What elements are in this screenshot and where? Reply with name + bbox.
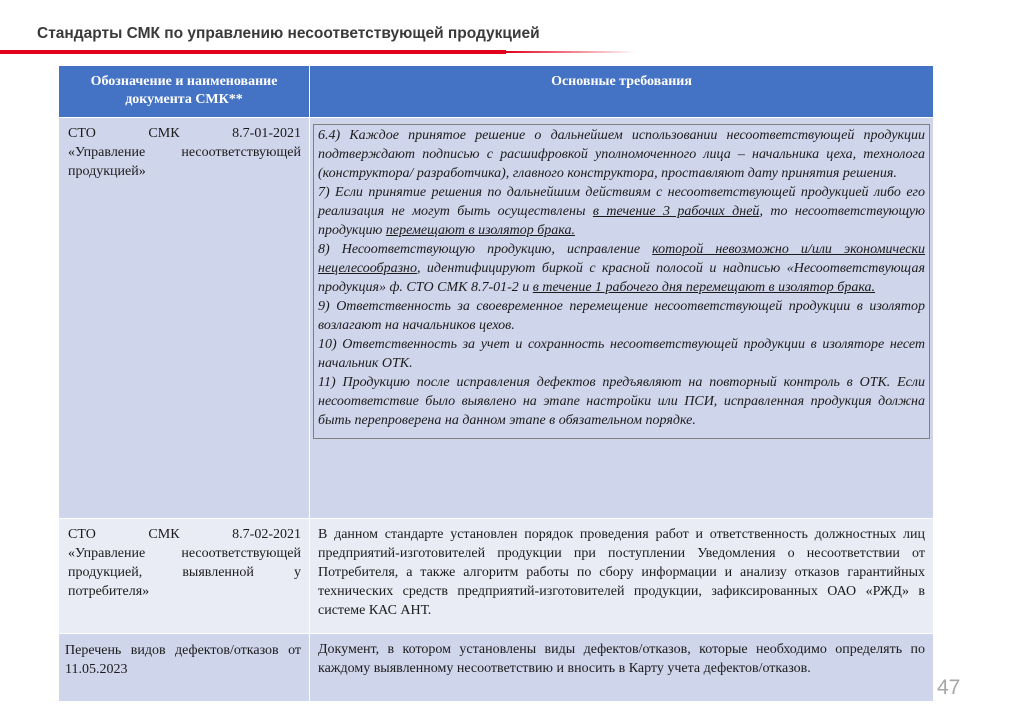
document-name: «Управление несоответствующей продукцией» bbox=[68, 145, 301, 179]
table-row bbox=[59, 118, 934, 519]
document-name: Перечень видов дефектов/отказов от 11.05.2023 bbox=[65, 643, 301, 677]
page-number: 47 bbox=[937, 676, 961, 699]
requirement-7-text-a: 7) Если принятие решения по дальнейшим действиям с несоответствующей продукцией либо его реализация не могут быть осуществлены bbox=[318, 185, 925, 219]
requirements-box bbox=[313, 124, 930, 439]
document-cell bbox=[59, 118, 310, 519]
requirement-6-4: 6.4) Каждое принятое решение о дальнейшем использовании несоответствующей продукции подтверждают подписью с расшифровкой уполномоченного лица – начальника цеха, технолога (конструктора/ разработчика), главного конструктора, проставляют дату принятия решения. bbox=[318, 128, 925, 181]
requirement-8 bbox=[318, 240, 925, 297]
requirements-cell bbox=[310, 519, 934, 634]
requirement-10: 10) Ответственность за учет и сохранность несоответствующей продукции в изоляторе несет начальник ОТК. bbox=[318, 337, 925, 371]
document-code: СТО СМК 8.7-02-2021 bbox=[68, 527, 301, 542]
requirement-7 bbox=[318, 183, 925, 240]
document-cell bbox=[59, 519, 310, 634]
requirement-8-text-b: , идентифицируют биркой с красной полосой и надписью «Несоответствующая продукция» ф. СТО СМК 8.7-01-2 и bbox=[318, 261, 925, 295]
document-code: СТО СМК 8.7-01-2021 bbox=[68, 126, 301, 141]
requirement-9: 9) Ответственность за своевременное перемещение несоответствующей продукции в изолятор возлагают на начальников цехов. bbox=[318, 299, 925, 333]
requirement-8-deadline: в течение 1 рабочего дня перемещают в изолятор брака. bbox=[532, 280, 876, 295]
table-row bbox=[59, 634, 934, 702]
requirements-text: В данном стандарте установлен порядок проведения работ и ответственность должностных лиц предприятий-изготовителей продукции при поступлении Уведомления о несоответствии от Потребителя, а также алгоритм работы по сбору информации и анализу отказов гарантийных технических средств предприятий-изготовителей продукции, зафиксированных ОАО «РЖД» в системе КАС АНТ. bbox=[318, 527, 925, 618]
slide-title: Стандарты СМК по управлению несоответствующей продукцией bbox=[37, 25, 540, 42]
title-accent-line bbox=[0, 50, 506, 54]
document-name: «Управление несоответствующей продукцией, выявленной у потребителя» bbox=[68, 546, 301, 599]
requirement-8-condition: которой невозможно и/или экономически нецелесообразно bbox=[318, 242, 925, 276]
header-document-label: Обозначение и наименование документа СМК** bbox=[90, 74, 278, 107]
requirement-7-action: перемещают в изолятор брака. bbox=[385, 223, 575, 238]
requirement-8-text-a: 8) Несоответствующую продукцию, исправление bbox=[318, 242, 653, 257]
requirement-11: 11) Продукцию после исправления дефектов предъявляют на повторный контроль в ОТК. Если несоответствие было выявлено на этапе настройки или ПСИ, исправленная продукция должна быть перепроверена на данном этапе в обязательном порядке. bbox=[318, 375, 925, 428]
requirements-cell bbox=[310, 118, 934, 519]
requirements-text: Документ, в котором установлены виды дефектов/отказов, которые необходимо определять по каждому выявленному несоответствию и вносить в Карту учета дефектов/отказов. bbox=[318, 642, 925, 676]
header-requirements-label: Основные требования bbox=[551, 74, 692, 89]
requirements-cell bbox=[310, 634, 934, 702]
requirement-7-text-b: , то несоответствующую продукцию bbox=[318, 204, 926, 238]
header-document bbox=[59, 66, 310, 118]
requirement-7-deadline: в течение 3 рабочих дней bbox=[592, 204, 760, 219]
table-row bbox=[59, 519, 934, 634]
table-header-row bbox=[59, 66, 934, 118]
title-accent-fade bbox=[506, 51, 636, 53]
standards-table bbox=[58, 65, 934, 702]
header-requirements bbox=[310, 66, 934, 118]
document-cell bbox=[59, 634, 310, 702]
